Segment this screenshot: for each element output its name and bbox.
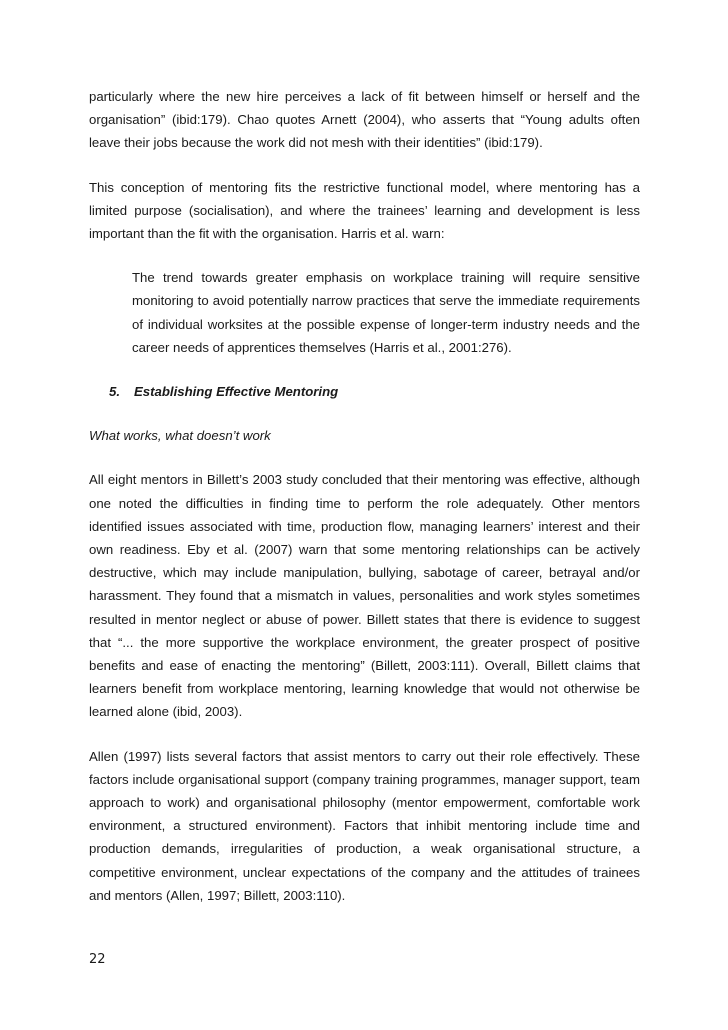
paragraph-allen-factors: Allen (1997) lists several factors that assist mentors to carry out their role effectively. These factors include organisational support (company training programmes, manager support, team approach to work) and organisational philosophy (mentor empowerment, comfortable work environment, a structured environment). Factors that inhibit mentoring include time and production demands, irregularities of production, a weak organisational structure, a competitive environment, unclear expectations of the company and the attitudes of trainees and mentors (Allen, 1997; Billett, 2003:110). [89,748,640,903]
paragraph-gap [89,447,640,468]
section-heading [109,380,640,403]
subheading: What works, what doesn’t work [89,428,271,444]
page-number: 22 [89,952,106,967]
section-number: 5. [109,384,120,400]
paragraph-restrictive-model: This conception of mentoring fits the restrictive functional model, where mentoring has a limited purpose (socialisation), and where the trainees’ learning and development is less important than the fit with the organisation. Harris et al. warn: [89,179,640,242]
paragraph-continuation: particularly where the new hire perceives a lack of fit between himself or herself and the organisation” (ibid:179). Chao quotes Arnett (2004), who asserts that “Young adults often leave their jobs because the work did not mesh with their identities” (ibid:179). [89,89,640,151]
section-title: Establishing Effective Mentoring [134,384,339,400]
paragraph-gap [89,724,640,745]
paragraph-gap [89,359,640,380]
paragraph-gap [89,403,640,424]
block-quote-harris: The trend towards greater emphasis on workplace training will require sensitive monitoring to avoid potentially narrow practices that serve the immediate requirements of individual worksites at the possible expense of longer-term industry needs and the career needs of apprentices themselves (Harris et al., 2001:276). [132,270,640,355]
paragraph-billett-study: All eight mentors in Billett’s 2003 study concluded that their mentoring was effective, although one noted the difficulties in finding time to perform the role adequately. Other mentors identified issues associated with time, production flow, managing learners’ interest and their own readiness. Eby et al. (2007) warn that some mentoring relationships can be actively destructive, which may include manipulation, bullying, sabotage of career, betrayal and/or harassment. They found that a mismatch in values, personalities and work styles sometimes resulted in mentor neglect or abuse of power. Billett states that there is evidence to suggest that “... the more supportive the workplace environment, the greater prospect of positive benefits and ease of enacting the mentoring” (Billett, 2003:111). Overall, Billett claims that learners benefit from workplace mentoring, learning knowledge that would not otherwise be learned alone (ibid, 2003). [89,472,640,720]
paragraph-gap [89,155,640,176]
paragraph-gap [89,245,640,266]
document-page [89,85,640,907]
